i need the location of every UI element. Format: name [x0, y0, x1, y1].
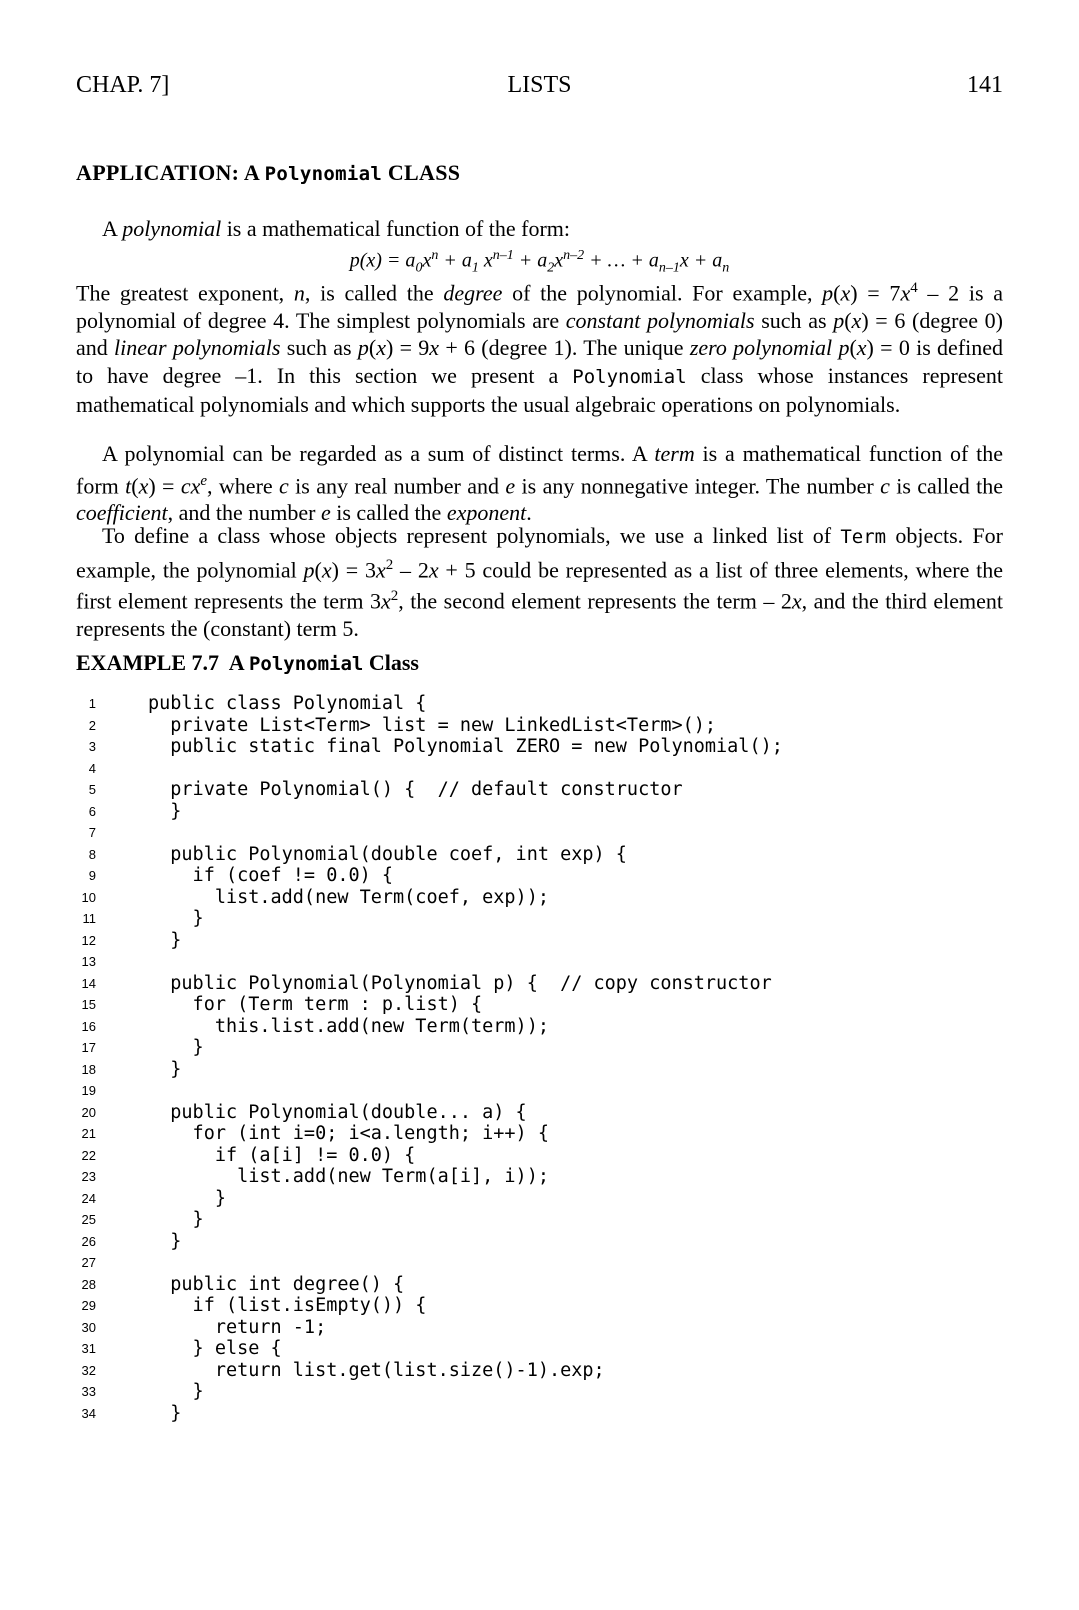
- inline-code: Polynomial: [572, 365, 687, 388]
- code-line: [76, 1338, 1003, 1360]
- text-run: x: [791, 588, 802, 614]
- code-line: [76, 951, 1003, 973]
- text-run: is a mathematical function of the form:: [221, 216, 571, 241]
- section-title-code: Polynomial: [264, 163, 383, 185]
- text-run: coefficient: [76, 500, 168, 526]
- example-title-code: Polynomial: [248, 653, 364, 675]
- code-listing: [76, 693, 1003, 1424]
- inline-code: Term: [840, 526, 887, 548]
- code-text: }: [148, 1187, 226, 1209]
- text-run: is a mathematical function of the form: [76, 441, 1003, 498]
- example-title-prefix: EXAMPLE 7.7 A: [76, 650, 249, 675]
- text-run: – 2: [393, 556, 429, 582]
- text-run: x: [376, 335, 386, 361]
- text-run: degree: [443, 280, 503, 306]
- text-run: x: [428, 556, 439, 582]
- text-run: 4: [910, 280, 918, 296]
- formula-part: n: [431, 248, 439, 263]
- line-number: 19: [81, 1083, 96, 1098]
- text-run: A: [102, 216, 123, 241]
- code-line: [76, 1059, 1003, 1081]
- text-run: constant polynomials: [565, 307, 755, 333]
- text-run: e: [320, 500, 331, 526]
- formula-part: x: [478, 249, 493, 272]
- text-run: , the second element represents the term – 2: [398, 588, 792, 614]
- code-line: [76, 1317, 1003, 1339]
- line-number: 8: [88, 846, 96, 862]
- text-run: x: [856, 335, 867, 361]
- text-run: e: [505, 472, 516, 498]
- code-line: [76, 1145, 1003, 1167]
- text-run: c: [279, 472, 289, 498]
- code-text: for (Term term : p.list) {: [148, 994, 483, 1015]
- line-number: 7: [88, 825, 96, 840]
- line-number: 3: [88, 739, 96, 754]
- code-line: [76, 865, 1003, 887]
- text-run: ) = 7: [850, 280, 901, 306]
- line-number: 33: [81, 1384, 96, 1399]
- code-line: [76, 1274, 1003, 1296]
- code-text: list.add(new Term(coef, exp));: [148, 886, 549, 908]
- text-run: x: [851, 307, 862, 333]
- code-text: }: [148, 929, 182, 951]
- text-run: e: [200, 472, 208, 489]
- code-text: if (a[i] != 0.0) {: [148, 1144, 416, 1166]
- line-number: 24: [81, 1190, 96, 1206]
- code-line: [76, 1188, 1003, 1210]
- text-run: is called the: [330, 500, 447, 526]
- line-number: 1: [88, 696, 96, 711]
- text-run: x: [321, 556, 332, 582]
- text-run: – 2 is a polynomial of degree 4. The simplest polynomials are: [76, 280, 1003, 333]
- text-run: x: [138, 472, 149, 498]
- text-run: (: [131, 472, 139, 498]
- chapter-label: CHAP. 7]: [76, 72, 170, 98]
- code-line: [76, 1037, 1003, 1059]
- text-run: (: [368, 335, 377, 361]
- text-run: To define a class whose objects represent polynomials, we use a linked list of: [102, 523, 841, 548]
- text-run: x: [429, 335, 440, 361]
- formula-part: x: [422, 249, 432, 272]
- text-run: + 6 (degree 1). The unique: [439, 335, 690, 361]
- text-run: The greatest exponent,: [76, 280, 294, 306]
- text-run: is any nonnegative integer. The number: [515, 472, 881, 498]
- line-number: 13: [81, 954, 96, 969]
- text-run: is any real number and: [288, 472, 506, 498]
- line-number: 17: [81, 1040, 96, 1055]
- code-text: return list.get(list.size()-1).exp;: [148, 1359, 605, 1381]
- text-run: objects. For example, the polynomial: [76, 523, 1003, 582]
- text-run: (: [844, 307, 852, 333]
- text-run: ) = 0 is defined to have degree –1. In this section we present a: [76, 335, 1004, 388]
- code-text: if (list.isEmpty()) {: [148, 1295, 427, 1316]
- formula-part: 0: [415, 260, 423, 276]
- code-line: [76, 1102, 1003, 1124]
- text-run: ) = 3: [331, 556, 376, 582]
- code-text: if (coef != 0.0) {: [148, 865, 394, 886]
- formula-part: n: [722, 260, 730, 276]
- text-run: exponent: [446, 500, 527, 526]
- code-text: public Polynomial(Polynomial p) { // copy constructor: [148, 972, 772, 994]
- line-number: 29: [81, 1298, 96, 1313]
- text-run: , where: [207, 472, 280, 498]
- text-run: linear polynomials: [114, 335, 281, 361]
- text-run: (: [314, 556, 322, 582]
- text-run: c: [880, 472, 890, 498]
- text-run: , and the third element represents the (constant) term 5.: [76, 588, 1003, 642]
- text-run: (: [833, 280, 841, 306]
- paragraph-term: [76, 440, 1003, 527]
- text-run: p: [838, 335, 850, 361]
- code-line: [76, 1360, 1003, 1382]
- code-text: }: [148, 800, 182, 822]
- chapter-title: LISTS: [507, 72, 572, 98]
- code-text: }: [148, 1230, 182, 1252]
- line-number: 25: [81, 1212, 96, 1227]
- text-run: p: [357, 335, 369, 361]
- line-number: 6: [88, 803, 96, 819]
- text-run: , is called the: [304, 280, 444, 306]
- formula-part: n–1: [492, 248, 514, 263]
- text-run: is called the: [889, 472, 1004, 498]
- code-text: public class Polynomial {: [148, 693, 427, 714]
- text-run: of the polynomial. For example,: [502, 280, 823, 306]
- text-run: zero polynomial: [689, 335, 833, 361]
- section-title-suffix: CLASS: [382, 160, 461, 185]
- code-line: [76, 693, 1003, 715]
- code-line: [76, 1252, 1003, 1274]
- text-run: ) =: [148, 472, 181, 498]
- line-number: 32: [81, 1362, 96, 1378]
- line-number: 12: [81, 932, 96, 948]
- formula-part: 2: [547, 260, 555, 276]
- code-text: }: [148, 1037, 204, 1058]
- code-text: public Polynomial(double coef, int exp) {: [148, 843, 627, 865]
- paragraph-degree: [76, 275, 1003, 419]
- line-number: 23: [81, 1169, 96, 1184]
- code-line: [76, 994, 1003, 1016]
- section-title: [76, 160, 460, 186]
- line-number: 15: [81, 997, 96, 1012]
- text-run: cx: [180, 472, 201, 498]
- example-title: [76, 650, 419, 676]
- text-run: n: [293, 280, 305, 306]
- text-run: 2: [390, 588, 399, 605]
- code-line: [76, 1080, 1003, 1102]
- line-number: 14: [81, 975, 96, 991]
- code-text: public Polynomial(double... a) {: [148, 1101, 527, 1123]
- code-line: [76, 1231, 1003, 1253]
- code-text: }: [148, 1402, 182, 1424]
- code-line: [76, 822, 1003, 844]
- line-number: 20: [81, 1104, 96, 1120]
- code-text: this.list.add(new Term(term));: [148, 1015, 549, 1037]
- text-run: A polynomial can be regarded as a sum of distinct terms. A: [102, 441, 655, 466]
- line-number: 11: [82, 911, 96, 926]
- code-line: [76, 930, 1003, 952]
- code-line: [76, 887, 1003, 909]
- formula-part: p(x) = a: [349, 249, 416, 272]
- code-text: }: [148, 908, 204, 929]
- code-line: [76, 1123, 1003, 1145]
- line-number: 16: [81, 1018, 96, 1034]
- code-line: [76, 736, 1003, 758]
- line-number: 21: [81, 1126, 96, 1141]
- text-run: ) = 9: [386, 335, 430, 361]
- code-text: }: [148, 1381, 204, 1402]
- code-line: [76, 1403, 1003, 1425]
- line-number: 10: [81, 889, 96, 905]
- page-number: 141: [967, 72, 1003, 98]
- text-run: x: [840, 280, 851, 306]
- text-run: such as: [280, 335, 358, 361]
- text-run: p: [303, 556, 315, 582]
- line-number: 26: [81, 1233, 96, 1249]
- text-run: x: [900, 280, 911, 306]
- formula-part: + a: [513, 249, 548, 272]
- paragraph-intro: [76, 215, 1003, 243]
- code-text: private Polynomial() { // default constructor: [148, 779, 683, 800]
- code-line: [76, 908, 1003, 930]
- formula-part: + a: [438, 249, 472, 272]
- example-title-suffix: Class: [363, 650, 419, 675]
- code-text: list.add(new Term(a[i], i));: [148, 1166, 549, 1187]
- line-number: 28: [81, 1276, 96, 1292]
- formula-part: 1: [471, 260, 479, 276]
- code-text: private List<Term> list = new LinkedList<Term>();: [148, 714, 717, 736]
- line-number: 5: [88, 782, 96, 797]
- text-run: t: [125, 472, 132, 498]
- text-run: polynomial: [122, 216, 222, 241]
- text-run: p: [822, 280, 834, 306]
- code-line: [76, 1295, 1003, 1317]
- text-run: term: [654, 441, 695, 466]
- code-text: for (int i=0; i<a.length; i++) {: [148, 1123, 549, 1144]
- formula-part: x: [554, 249, 564, 272]
- code-text: }: [148, 1209, 204, 1230]
- text-run: x: [381, 588, 391, 614]
- line-number: 18: [81, 1061, 96, 1077]
- code-line: [76, 1381, 1003, 1403]
- text-run: , and the number: [167, 500, 321, 526]
- line-number: 22: [81, 1147, 96, 1163]
- line-number: 9: [88, 868, 96, 883]
- text-run: + 5 could be represented as a list of three elements, where the first element represents the term 3: [76, 556, 1004, 614]
- code-line: [76, 758, 1003, 780]
- text-run: x: [375, 556, 386, 582]
- code-line: [76, 1016, 1003, 1038]
- code-line: [76, 715, 1003, 737]
- formula-part: n–2: [563, 248, 585, 263]
- text-run: (: [849, 335, 857, 361]
- formula-part: n–1: [658, 260, 680, 276]
- code-line: [76, 1166, 1003, 1188]
- running-header: [76, 72, 1003, 102]
- section-title-prefix: APPLICATION: A: [76, 160, 265, 185]
- code-text: }: [148, 1058, 182, 1080]
- text-run: such as: [754, 307, 834, 333]
- code-line: [76, 973, 1003, 995]
- text-run: .: [526, 500, 532, 526]
- code-line: [76, 844, 1003, 866]
- text-run: ) = 6 (degree 0) and: [76, 307, 1003, 361]
- line-number: 30: [81, 1319, 96, 1335]
- line-number: 2: [88, 717, 96, 733]
- code-text: return -1;: [148, 1316, 327, 1338]
- formula-part: + … + a: [584, 249, 659, 272]
- polynomial-formula: [0, 248, 1079, 277]
- code-text: public static final Polynomial ZERO = new Polynomial();: [148, 736, 783, 757]
- code-line: [76, 779, 1003, 801]
- line-number: 4: [88, 760, 96, 776]
- code-line: [76, 801, 1003, 823]
- code-line: [76, 1209, 1003, 1231]
- text-run: 2: [385, 556, 394, 573]
- line-number: 31: [81, 1341, 96, 1356]
- text-run: p: [833, 307, 845, 333]
- line-number: 27: [81, 1255, 96, 1270]
- code-text: public int degree() {: [148, 1273, 405, 1295]
- line-number: 34: [81, 1405, 96, 1421]
- code-text: } else {: [148, 1338, 282, 1359]
- paragraph-linked-list: [76, 522, 1003, 643]
- formula-part: x + a: [679, 249, 723, 272]
- text-run: class whose instances represent mathematical polynomials and which supports the usual algebraic operations on polynomials.: [76, 362, 1003, 418]
